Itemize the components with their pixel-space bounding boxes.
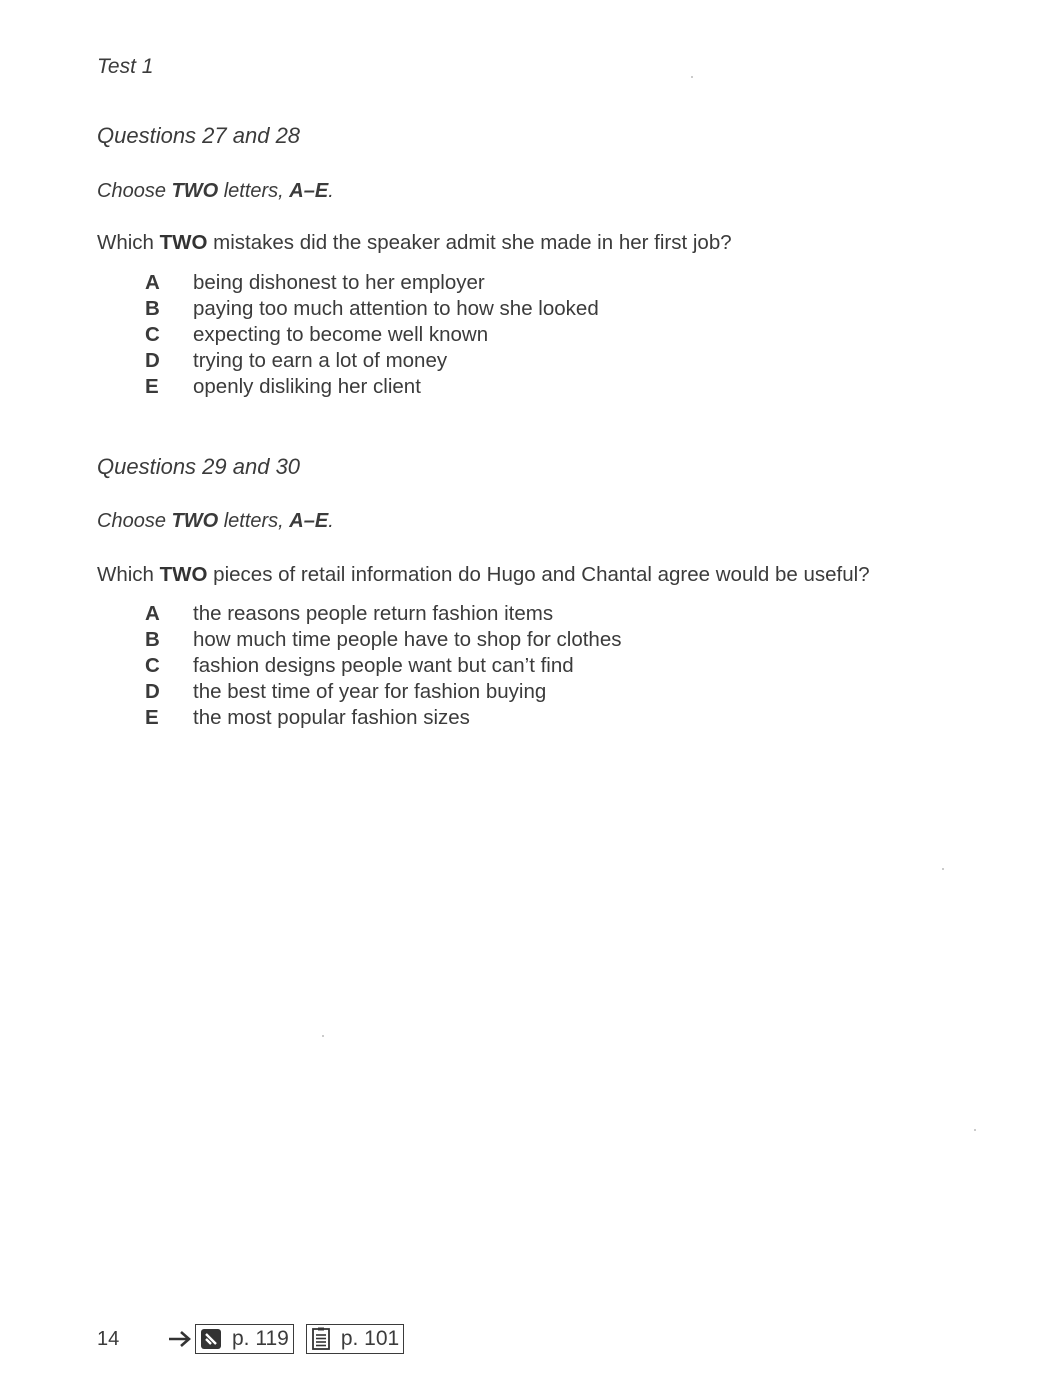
- options-list: [145, 601, 621, 731]
- option-e: [145, 374, 599, 400]
- option-letter: E: [145, 706, 159, 729]
- option-d: [145, 679, 621, 705]
- options-list: [145, 270, 599, 400]
- option-text: the most popular fashion sizes: [193, 706, 470, 729]
- option-text: paying too much attention to how she looked: [193, 297, 599, 320]
- question-text: Which TWO pieces of retail information do Hugo and Chantal agree would be useful?: [97, 563, 870, 586]
- answer-key-icon: [311, 1327, 331, 1351]
- option-b: [145, 627, 621, 653]
- option-e: [145, 705, 621, 731]
- test-label: Test 1: [97, 55, 154, 78]
- option-text: the reasons people return fashion items: [193, 602, 554, 625]
- scan-speck: [322, 1035, 324, 1037]
- option-a: [145, 601, 621, 627]
- answer-key-page: p. 101: [340, 1327, 400, 1350]
- arrow-right-icon: [167, 1328, 193, 1350]
- option-letter: B: [145, 628, 160, 651]
- option-letter: D: [145, 680, 160, 703]
- page-footer: [97, 1324, 416, 1354]
- option-text: how much time people have to shop for clothes: [193, 628, 622, 651]
- option-letter: B: [145, 297, 160, 320]
- question-text: Which TWO mistakes did the speaker admit she made in her first job?: [97, 231, 732, 254]
- scan-speck: [942, 868, 944, 870]
- option-text: expecting to become well known: [193, 323, 489, 346]
- option-letter: D: [145, 349, 160, 372]
- scan-speck: [691, 76, 693, 78]
- option-text: being dishonest to her employer: [193, 271, 485, 294]
- audioscript-icon: [200, 1328, 222, 1350]
- audioscript-reference[interactable]: [195, 1324, 294, 1354]
- option-letter: A: [145, 602, 160, 625]
- option-a: [145, 270, 599, 296]
- scan-speck: [974, 1129, 976, 1131]
- option-d: [145, 348, 599, 374]
- option-letter: A: [145, 271, 160, 294]
- section-heading: Questions 29 and 30: [97, 454, 301, 479]
- option-text: openly disliking her client: [193, 375, 421, 398]
- option-letter: C: [145, 654, 160, 677]
- option-letter: E: [145, 375, 159, 398]
- option-c: [145, 653, 621, 679]
- section-instruction: Choose TWO letters, A–E.: [97, 510, 334, 532]
- section-instruction: Choose TWO letters, A–E.: [97, 180, 334, 202]
- option-text: fashion designs people want but can’t find: [193, 654, 574, 677]
- option-text: the best time of year for fashion buying: [193, 680, 547, 703]
- option-letter: C: [145, 323, 160, 346]
- audioscript-page: p. 119: [232, 1327, 289, 1350]
- option-text: trying to earn a lot of money: [193, 349, 448, 372]
- page-number: 14: [97, 1327, 120, 1350]
- option-c: [145, 322, 599, 348]
- answer-key-reference[interactable]: [306, 1324, 404, 1354]
- section-heading: Questions 27 and 28: [97, 123, 301, 148]
- option-b: [145, 296, 599, 322]
